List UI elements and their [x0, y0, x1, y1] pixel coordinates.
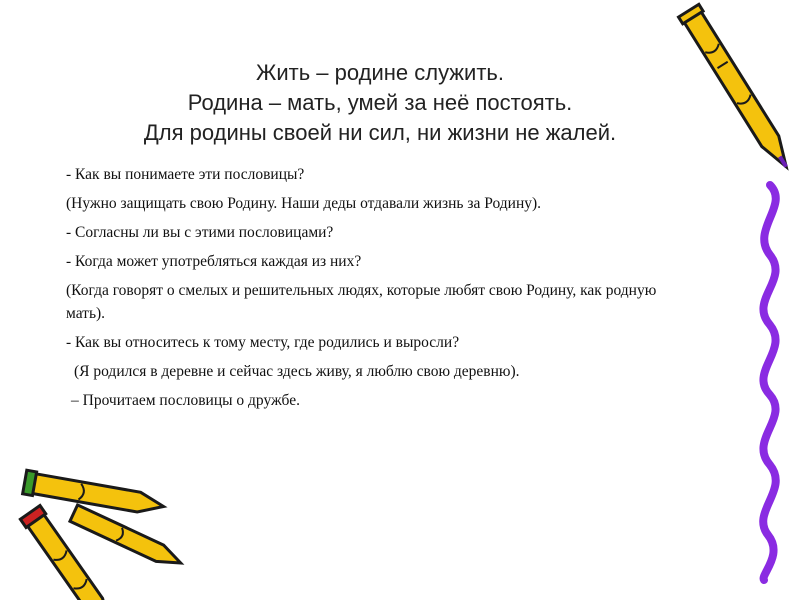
title-line-3: Для родины своей ни сил, ни жизни не жалей.	[143, 120, 617, 145]
title-line-2: Родина – мать, умей за неё постоять.	[187, 90, 573, 115]
answer-1: (Нужно защищать свою Родину. Наши деды отдавали жизнь за Родину).	[66, 195, 542, 212]
title-line-1: Жить – родине служить.	[256, 60, 504, 85]
question-3: - Когда может употребляться каждая из них?	[66, 253, 362, 270]
question-2: - Согласны ли вы с этими пословицами?	[66, 224, 334, 241]
answer-3: (Когда говорят о смелых и решительных людях, которые любят свою Родину, как родную мать).	[66, 282, 657, 322]
answer-4: (Я родился в деревне и сейчас здесь живу, я люблю свою деревню).	[74, 363, 520, 380]
question-4: - Как вы относитесь к тому месту, где родились и выросли?	[66, 334, 460, 351]
prompt-friendship: – Прочитаем пословицы о дружбе.	[71, 392, 300, 409]
question-1: - Как вы понимаете эти пословицы?	[66, 166, 305, 183]
